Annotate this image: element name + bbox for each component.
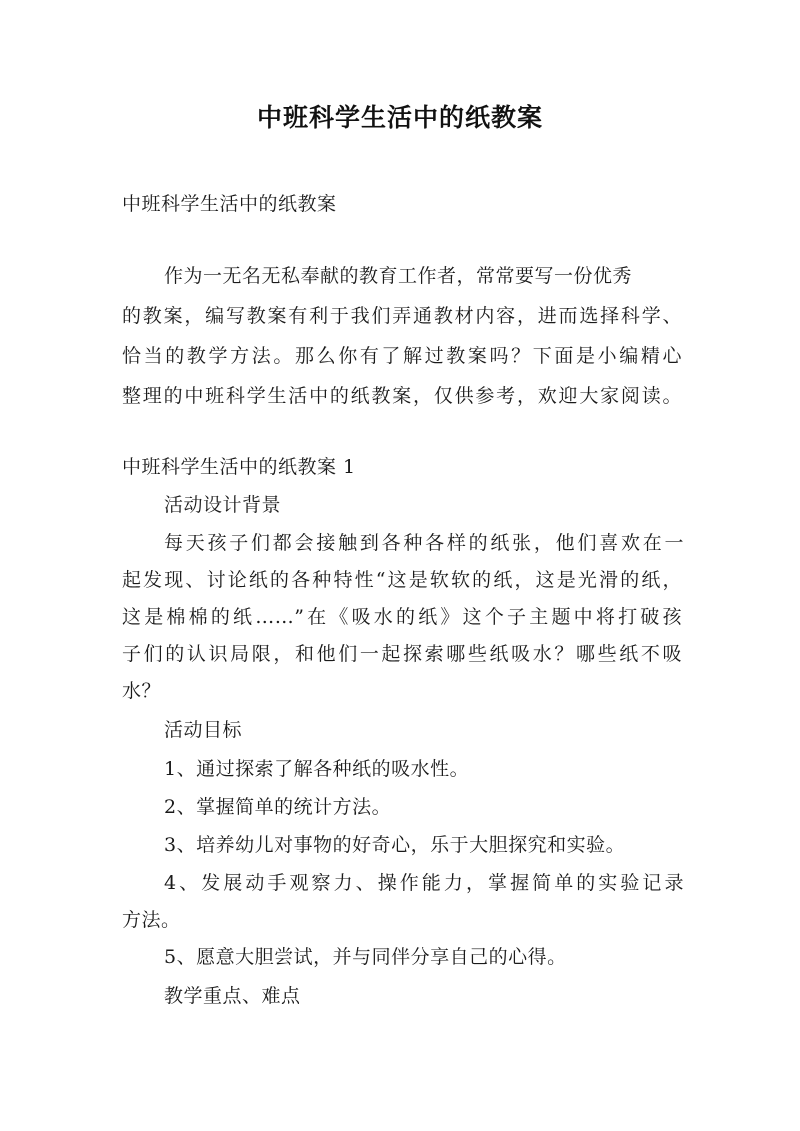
background-line: 起发现、讨论纸的各种特性“这是软软的纸，这是光滑的纸， [122, 569, 682, 591]
key-points-heading: 教学重点、难点 [164, 985, 301, 1007]
background-line: 水？ [122, 680, 162, 702]
goal-item: 1、通过探索了解各种纸的吸水性。 [164, 758, 470, 780]
document-subtitle: 中班科学生活中的纸教案 [122, 193, 337, 215]
intro-line: 整理的中班科学生活中的纸教案，仅供参考，欢迎大家阅读。 [122, 385, 682, 407]
goal-item: 5、愿意大胆尝试，并与同伴分享自己的心得。 [164, 946, 567, 968]
background-heading: 活动设计背景 [164, 494, 282, 516]
intro-line: 作为一无名无私奉献的教育工作者，常常要写一份优秀 [164, 265, 633, 287]
section-heading: 中班科学生活中的纸教案 1 [122, 456, 356, 478]
document-title: 中班科学生活中的纸教案 [256, 103, 543, 132]
background-line: 这是棉棉的纸……”在《吸水的纸》这个子主题中将打破孩 [122, 606, 682, 628]
background-line: 每天孩子们都会接触到各种各样的纸张，他们喜欢在一 [164, 532, 684, 554]
background-line: 子们的认识局限，和他们一起探索哪些纸吸水？哪些纸不吸 [122, 643, 682, 665]
intro-line: 恰当的教学方法。那么你有了解过教案吗？下面是小编精心 [122, 345, 682, 367]
goals-heading: 活动目标 [164, 719, 243, 741]
goal-item: 4、发展动手观察力、操作能力，掌握简单的实验记录 [164, 872, 684, 894]
intro-line: 的教案，编写教案有利于我们弄通教材内容，进而选择科学、 [122, 305, 682, 327]
goal-item-continued: 方法。 [122, 909, 181, 931]
goal-item: 2、掌握简单的统计方法。 [164, 796, 392, 818]
goal-item: 3、培养幼儿对事物的好奇心，乐于大胆探究和实验。 [164, 834, 626, 856]
